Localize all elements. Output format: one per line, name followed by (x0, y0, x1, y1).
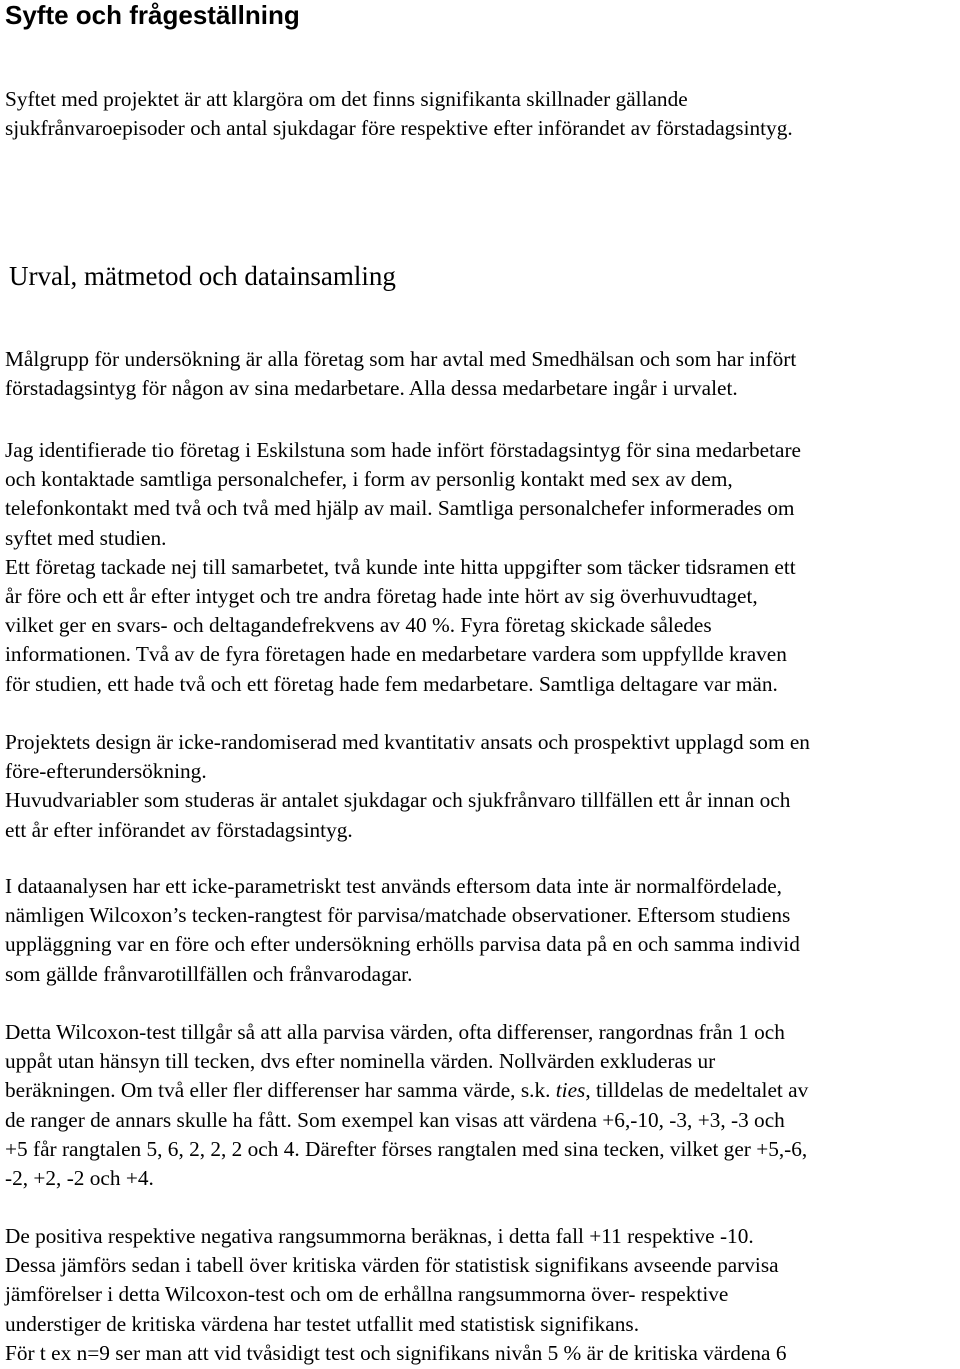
text-line: uppåt utan hänsyn till tecken, dvs efter nominella värden. Nollvärden exkluderas ur (5, 1049, 716, 1074)
text-line: De positiva respektive negativa rangsummorna beräknas, i detta fall +11 respektive -10. (5, 1224, 754, 1248)
ties-term: ties (555, 1078, 586, 1103)
text-line: för studien, ett hade två och ett företag hade fem medarbetare. Samtliga deltagare var män. (5, 671, 778, 696)
text-line: Huvudvariabler som studeras är antalet sjukdagar och sjukfrånvaro tillfällen ett år innan och (5, 788, 791, 813)
text-line: Jag identifierade tio företag i Eskilstuna som hade infört förstadagsintyg för sina medarbetare (5, 438, 802, 462)
text-line: Syftet med projektet är att klargöra om det finns signifikanta skillnader gällande (5, 87, 688, 111)
text-line: Ett företag tackade nej till samarbetet, två kunde inte hitta uppgifter som täcker tidsramen ett (5, 554, 796, 579)
section-heading-purpose: Syfte och frågeställning (5, 0, 300, 30)
text-line: jämförelser i detta Wilcoxon-test och om de erhållna rangsummorna över- respektive (5, 1282, 729, 1307)
paragraph-purpose (5, 85, 960, 143)
text-line: de ranger de annars skulle ha fått. Som exempel kan visas att värdena +6,-10, -3, +3, -3 och (5, 1107, 785, 1132)
text-line: informationen. Två av de fyra företagen hade en medarbetare vardera som uppfyllde kraven (5, 642, 787, 667)
text-line: ett år efter införandet av förstadagsintyg. (5, 817, 353, 842)
text-line: Projektets design är icke-randomiserad med kvantitativ ansats och prospektivt upplagd som en (5, 730, 810, 754)
text-segment: beräkningen. Om två eller fler differenser har samma värde, s.k. (5, 1078, 556, 1103)
text-line: och kontaktade samtliga personalchefer, i form av personlig kontakt med sex av dem, (5, 467, 733, 492)
text-line: -2, +2, -2 och +4. (5, 1166, 154, 1191)
text-line: förstadagsintyg för någon av sina medarbetare. Alla dessa medarbetare ingår i urvalet. (5, 376, 738, 401)
text-line: som gällde frånvarotillfällen och frånvarodagar. (5, 961, 413, 986)
text-line: Dessa jämförs sedan i tabell över kritiska värden för statistisk signifikans avseende parvisa (5, 1253, 779, 1278)
paragraph-data-analysis (5, 872, 960, 989)
text-line: telefonkontakt med två och två med hjälp av mail. Samtliga personalchefer informerades om (5, 496, 795, 521)
text-line: Målgrupp för undersökning är alla företag som har avtal med Smedhälsan och som har infört (5, 347, 797, 371)
text-line-ties (5, 1076, 960, 1105)
text-line: sjukfrånvaroepisoder och antal sjukdagar före respektive efter införandet av förstadagsintyg. (5, 116, 793, 141)
text-line: syftet med studien. (5, 525, 167, 550)
text-line: I dataanalysen har ett icke-parametriskt test används eftersom data inte är normalfördelade, (5, 874, 782, 898)
paragraph-wilcoxon-method (5, 1018, 960, 1193)
text-line: år före och ett år efter intyget och tre andra företag hade inte hört av sig överhuvudtaget, (5, 584, 758, 609)
text-line: understiger de kritiska värdena har testet utfallit med statistisk signifikans. (5, 1311, 640, 1336)
text-segment: , tilldelas de medeltalet av (585, 1078, 809, 1103)
text-line: nämligen Wilcoxon’s tecken-rangtest för parvisa/matchade observationer. Eftersom studiens (5, 903, 791, 928)
paragraph-data-collection (5, 436, 960, 699)
paragraph-target-group (5, 345, 960, 403)
text-line: vilket ger en svars- och deltagandefrekvens av 40 %. Fyra företag skickade således (5, 613, 712, 638)
section-heading-sampling: Urval, mätmetod och datainsamling (9, 261, 396, 291)
text-line: före-efterundersökning. (5, 759, 207, 784)
text-line: För t ex n=9 ser man att vid tvåsidigt test och signifikans nivån 5 % är de kritiska värdena 6 (5, 1340, 787, 1365)
text-line: Detta Wilcoxon-test tillgår så att alla parvisa värden, ofta differenser, rangordnas från 1 och (5, 1020, 785, 1044)
text-line: uppläggning var en före och efter undersökning erhölls parvisa data på en och samma individ (5, 932, 800, 957)
paragraph-design (5, 728, 960, 845)
text-line: +5 får rangtalen 5, 6, 2, 2, 2 och 4. Därefter förses rangtalen med sina tecken, vilket ger +5,-6, (5, 1136, 808, 1161)
paragraph-rank-sums (5, 1222, 960, 1368)
